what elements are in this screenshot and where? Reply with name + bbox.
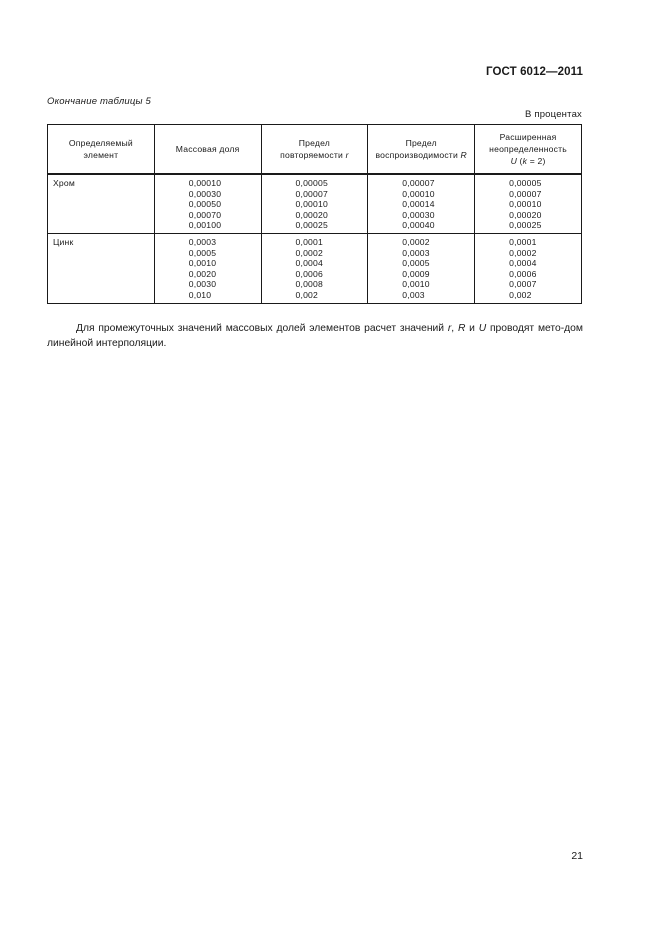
cell-value: 0,00005 bbox=[509, 178, 542, 188]
cell-value: 0,002 bbox=[295, 289, 319, 300]
table-header-row bbox=[48, 125, 582, 175]
cell-value: 0,0001 bbox=[509, 236, 537, 247]
cell-value: 0,0003 bbox=[402, 247, 430, 258]
cell-value: 0,00070 bbox=[188, 209, 222, 220]
cell-value: 0,0008 bbox=[295, 279, 324, 290]
cell-value: 0,0010 bbox=[188, 258, 217, 269]
col-header-mass-fraction-label: Массовая доля bbox=[175, 144, 240, 154]
col-header-element-label: Определяемый элемент bbox=[68, 138, 133, 160]
cell-value: 0,010 bbox=[188, 289, 212, 300]
row-element: Хром bbox=[48, 174, 155, 233]
cell-value: 0,00030 bbox=[402, 209, 435, 220]
col-header-element bbox=[48, 125, 155, 175]
cell-value: 0,00005 bbox=[295, 178, 328, 188]
cell-value: 0,00030 bbox=[188, 188, 222, 199]
table-caption: Окончание таблицы 5 bbox=[47, 96, 152, 107]
cell-value: 0,00025 bbox=[295, 220, 328, 231]
interpolation-note bbox=[47, 321, 583, 351]
cell-value: 0,00040 bbox=[402, 220, 435, 231]
cell-value: 0,0003 bbox=[188, 236, 217, 247]
col-header-repeatability-label: Предел повторяемости r bbox=[280, 138, 349, 160]
cell-value: 0,00050 bbox=[188, 199, 222, 210]
cell-repeatability bbox=[261, 174, 368, 233]
cell-value: 0,0020 bbox=[188, 268, 217, 279]
cell-value: 0,0005 bbox=[188, 247, 217, 258]
cell-value: 0,00014 bbox=[402, 199, 435, 210]
col-header-reproducibility-label: Предел воспроизводимости R bbox=[375, 138, 467, 160]
cell-value: 0,003 bbox=[402, 289, 425, 300]
cell-value: 0,0002 bbox=[402, 236, 430, 247]
col-header-repeatability bbox=[261, 125, 368, 175]
results-table bbox=[47, 124, 582, 304]
cell-value: 0,0004 bbox=[509, 258, 537, 269]
cell-value: 0,00007 bbox=[295, 188, 328, 199]
cell-value: 0,0007 bbox=[509, 279, 537, 290]
cell-value: 0,0006 bbox=[295, 268, 324, 279]
cell-value: 0,00025 bbox=[509, 220, 542, 231]
cell-value: 0,00100 bbox=[188, 220, 222, 231]
cell-value: 0,0030 bbox=[188, 279, 217, 290]
document-code: ГОСТ 6012—2011 bbox=[486, 66, 583, 78]
cell-mass-fraction bbox=[154, 233, 261, 303]
cell-value: 0,00020 bbox=[509, 209, 542, 220]
table-row bbox=[48, 174, 582, 233]
cell-mass-fraction bbox=[154, 174, 261, 233]
cell-value: 0,0009 bbox=[402, 268, 430, 279]
col-header-mass-fraction bbox=[154, 125, 261, 175]
page-number: 21 bbox=[571, 850, 583, 862]
table-row bbox=[48, 233, 582, 303]
cell-value: 0,00010 bbox=[295, 199, 328, 210]
cell-value: 0,0002 bbox=[295, 247, 324, 258]
cell-value: 0,0010 bbox=[402, 279, 430, 290]
col-header-uncertainty-label: Расширенная неопределенность U (k = 2) bbox=[489, 132, 567, 166]
col-header-reproducibility bbox=[368, 125, 475, 175]
col-header-uncertainty bbox=[475, 125, 582, 175]
cell-uncertainty bbox=[475, 174, 582, 233]
cell-value: 0,0006 bbox=[509, 268, 537, 279]
cell-value: 0,002 bbox=[509, 289, 532, 300]
cell-value: 0,00010 bbox=[402, 188, 435, 199]
note-text: Для промежуточных значений массовых долей элементов расчет значений r, R и U проводят мето-дом линейной интерполяции. bbox=[47, 323, 583, 349]
cell-value: 0,0004 bbox=[295, 258, 324, 269]
cell-value: 0,0001 bbox=[295, 236, 324, 247]
cell-uncertainty bbox=[475, 233, 582, 303]
cell-value: 0,00007 bbox=[402, 178, 435, 188]
cell-value: 0,00007 bbox=[509, 188, 542, 199]
cell-value: 0,0002 bbox=[509, 247, 537, 258]
cell-repeatability bbox=[261, 233, 368, 303]
cell-value: 0,00010 bbox=[509, 199, 542, 210]
cell-value: 0,00010 bbox=[188, 178, 222, 188]
row-element: Цинк bbox=[48, 233, 155, 303]
cell-value: 0,0005 bbox=[402, 258, 430, 269]
cell-value: 0,00020 bbox=[295, 209, 328, 220]
cell-reproducibility bbox=[368, 174, 475, 233]
table-units: В процентах bbox=[524, 109, 582, 120]
cell-reproducibility bbox=[368, 233, 475, 303]
